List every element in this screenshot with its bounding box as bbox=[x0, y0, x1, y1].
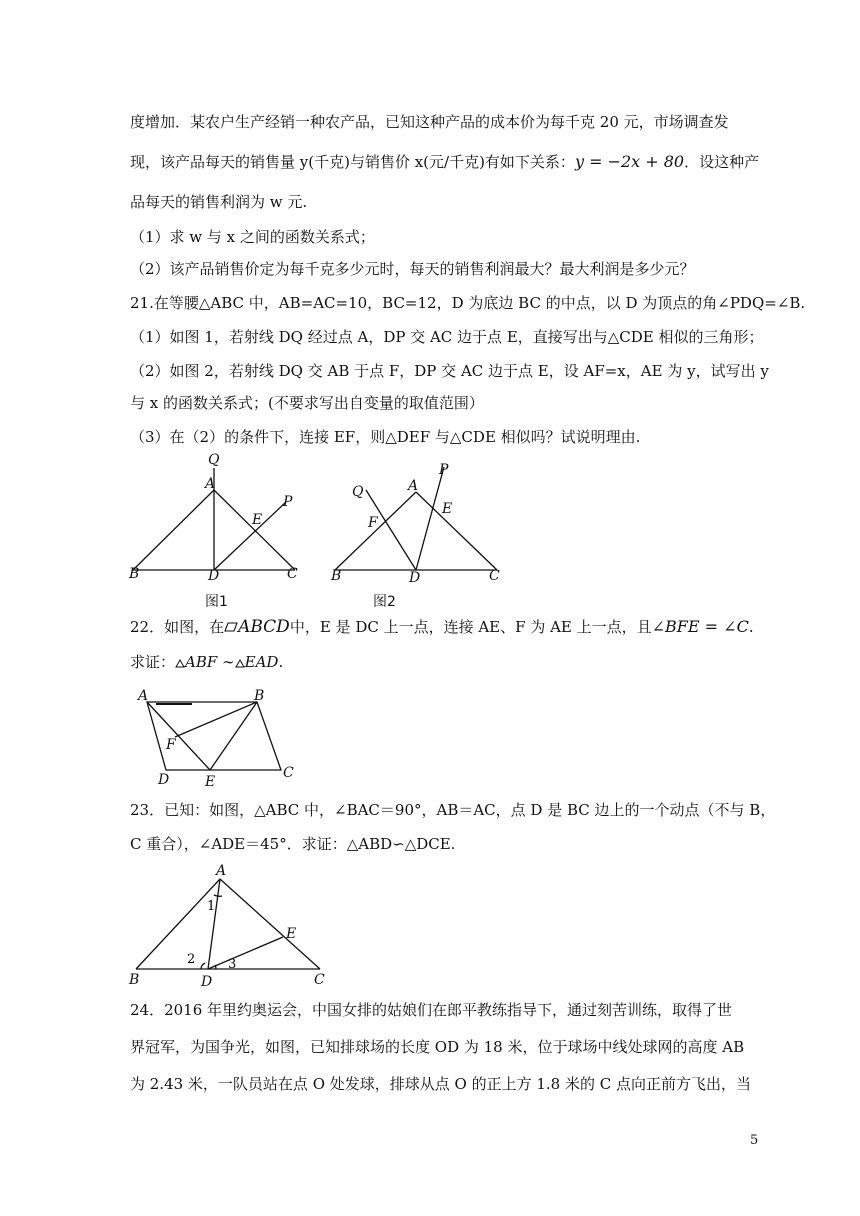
q23-line2: C 重合），∠ADE＝45°．求证：△ABD∽△DCE. bbox=[130, 835, 456, 853]
q20-sub1: （1）求 w 与 x 之间的函数关系式； bbox=[130, 228, 375, 246]
q22-line2-a: 求证： bbox=[130, 653, 176, 671]
q20-line3: 品每天的销售利润为 w 元. bbox=[130, 193, 308, 211]
fig1-label-d: D bbox=[208, 568, 220, 584]
triangle-icon bbox=[235, 658, 245, 668]
q23-figure bbox=[0, 855, 340, 990]
q23-line1: 23．已知：如图，△ABC 中，∠BAC＝90°，AB＝AC，点 D 是 BC 边上的一个动点（不与 B， bbox=[130, 801, 776, 819]
q21-sub2a: （2）如图 2，若射线 DQ 交 AB 于点 F，DP 交 AC 边于点 E，设 AF=x，AE 为 y，试写出 y bbox=[130, 362, 769, 380]
q20-sub2: （2）该产品销售价定为每千克多少元时，每天的销售利润最大？最大利润是多少元？ bbox=[130, 260, 695, 278]
q21-figures bbox=[0, 450, 560, 615]
fig1-label-p: P bbox=[283, 494, 293, 510]
fig2-label-b: B bbox=[331, 568, 342, 584]
fig2-caption: 图2 bbox=[373, 594, 396, 610]
q22-figure bbox=[0, 680, 320, 790]
q22-label-d: D bbox=[158, 772, 170, 788]
q22-label-f: F bbox=[166, 737, 176, 753]
fig1-label-c: C bbox=[287, 566, 298, 582]
fig2-label-f: F bbox=[368, 515, 378, 531]
fig2-label-e: E bbox=[442, 501, 453, 517]
q24-line1: 24．2016 年里约奥运会，中国女排的姑娘们在郎平教练指导下，通过刻苦训练，取得了世 bbox=[130, 1001, 733, 1019]
q22-label-c: C bbox=[283, 765, 294, 781]
q21-sub3: （3）在（2）的条件下，连接 EF，则△DEF 与△CDE 相似吗？试说明理由. bbox=[130, 428, 641, 446]
fig2-label-p: P bbox=[439, 462, 449, 478]
q23-label-e: E bbox=[286, 926, 297, 942]
q22-abf: ABF ∼ bbox=[185, 653, 235, 671]
q20-line2-tail: ．设这种产 bbox=[684, 153, 760, 171]
q20-line1: 度增加．某农户生产经销一种农产品，已知这种产品的成本价为每千克 20 元，市场调查发 bbox=[130, 113, 729, 131]
fig1-label-b: B bbox=[129, 566, 140, 582]
q22-line1-e: . bbox=[748, 618, 754, 636]
q23-label-a: A bbox=[216, 863, 227, 879]
q22-angle-condition: ∠BFE = ∠C bbox=[651, 617, 749, 636]
q20-line2 bbox=[130, 152, 760, 172]
q22-line2 bbox=[130, 652, 730, 672]
fig2-label-a: A bbox=[408, 478, 419, 494]
q21-sub2b: 与 x 的函数关系式；(不要求写出自变量的取值范围） bbox=[130, 394, 484, 412]
fig1-caption: 图1 bbox=[205, 594, 228, 610]
triangle-icon bbox=[175, 658, 185, 668]
fig1-label-q: Q bbox=[208, 452, 220, 468]
q23-angle-3: 3 bbox=[228, 957, 237, 972]
q22-ead: EAD bbox=[244, 653, 279, 671]
fig2-label-c: C bbox=[489, 568, 500, 584]
q21-stem: 21.在等腰△ABC 中，AB=AC=10，BC=12，D 为底边 BC 的中点，以 D 为顶点的角∠PDQ=∠B. bbox=[130, 294, 806, 312]
q21-sub1: （1）如图 1，若射线 DQ 经过点 A，DP 交 AC 边于点 E，直接写出与△CDE 相似的三角形； bbox=[130, 328, 764, 346]
q20-line2-text: 现，该产品每天的销售量 y(千克)与销售价 x(元/千克)有如下关系： bbox=[130, 153, 575, 171]
page-number: 5 bbox=[750, 1133, 759, 1148]
q22-line1-c: 中，E 是 DC 上一点，连接 AE、F 为 AE 上一点，且 bbox=[289, 618, 652, 636]
q22-line1-a: 22．如图，在 bbox=[130, 618, 225, 636]
q23-label-c: C bbox=[314, 972, 325, 988]
q22-label-e: E bbox=[205, 774, 216, 790]
q22-line2-d: . bbox=[278, 653, 284, 671]
fig2-label-d: D bbox=[409, 570, 421, 586]
parallelogram-icon bbox=[224, 621, 238, 633]
q23-label-d: D bbox=[201, 974, 213, 990]
fig1-label-a: A bbox=[205, 476, 216, 492]
q23-label-b: B bbox=[129, 972, 140, 988]
q22-label-a: A bbox=[138, 688, 149, 704]
q24-line3: 为 2.43 米，一队员站在点 O 处发球，排球从点 O 的正上方 1.8 米的 C 点向正前方飞出，当 bbox=[130, 1075, 752, 1093]
q24-line2: 界冠军，为国争光，如图，已知排球场的长度 OD 为 18 米，位于球场中线处球网的高度 AB bbox=[130, 1038, 745, 1056]
q23-angle-1: 1 bbox=[207, 899, 216, 914]
fig2-label-q: Q bbox=[352, 484, 364, 500]
q23-angle-2: 2 bbox=[187, 952, 196, 967]
q22-line1 bbox=[130, 617, 754, 637]
fig1-label-e: E bbox=[252, 512, 263, 528]
q22-abcd: ABCD bbox=[238, 617, 290, 637]
q20-formula: y = −2x + 80 bbox=[574, 152, 685, 171]
q22-label-b: B bbox=[254, 688, 265, 704]
